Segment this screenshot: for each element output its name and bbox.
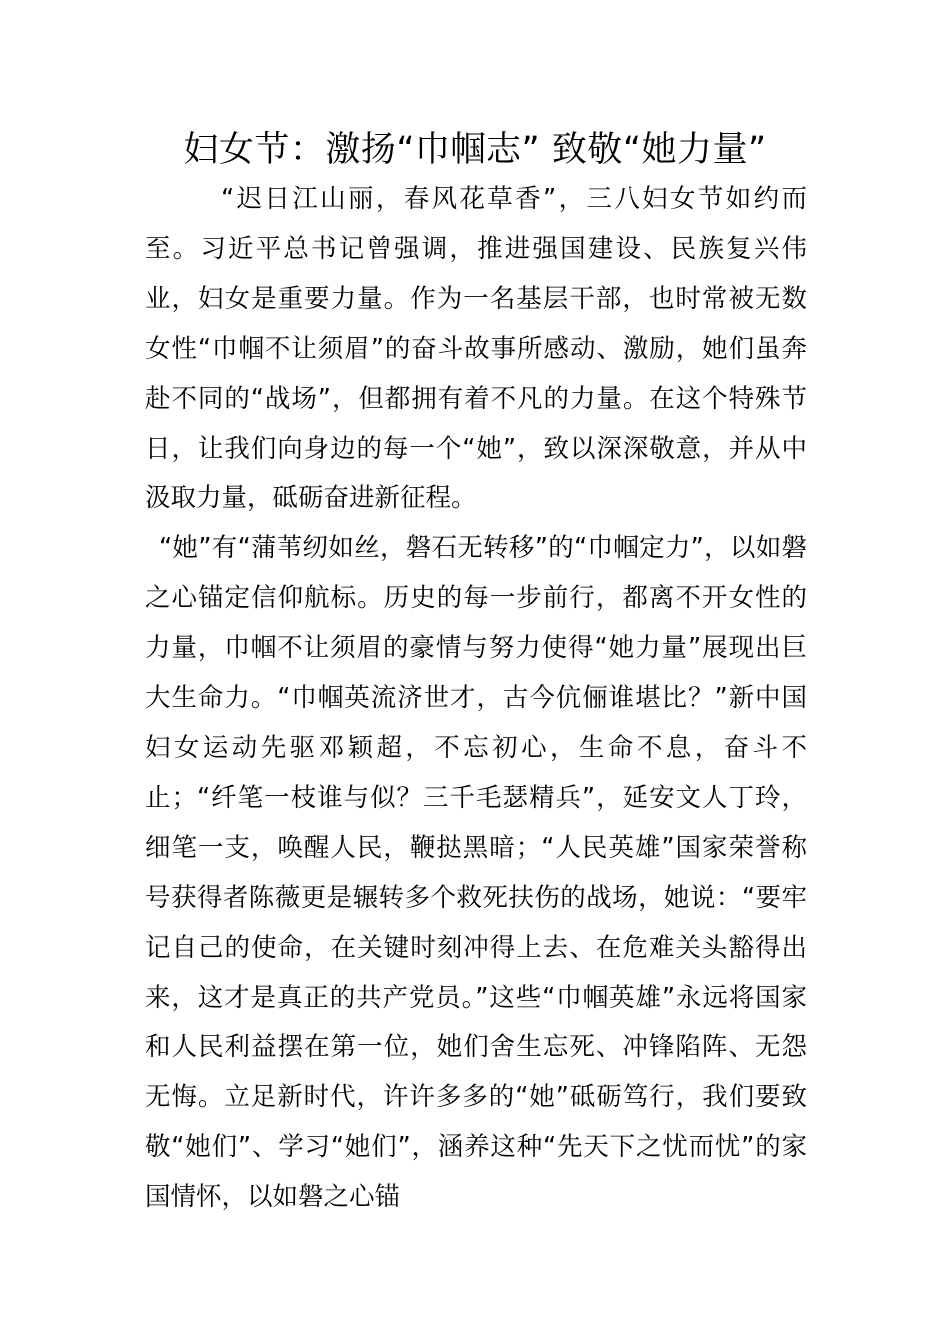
paragraph-2: “她”有“蒲苇纫如丝，磐石无转移”的“巾帼定力”，以如磐之心锚定信仰航标。历史的每一步前行，都离不开女性的力量，巾帼不让须眉的豪情与努力使得“她力量”展现出巨大生命力。“巾帼英流济世才，古今伉俪谁堪比？”新中国妇女运动先驱邓颖超，不忘初心，生命不息，奋斗不止；“纤笔一枝谁与似？三千毛瑟精兵”，延安文人丁玲，细笔一支，唤醒人民，鞭挞黑暗；“人民英雄”国家荣誉称号获得者陈薇更是辗转多个救死扶伤的战场，她说：“要牢记自己的使命，在关键时刻冲得上去、在危难关头豁得出来，这才是真正的共产党员。”这些“巾帼英雄”永远将国家和人民利益摆在第一位，她们舍生忘死、冲锋陷阵、无怨无悔。立足新时代，许许多多的“她”砥砺笃行，我们要致敬“她们”、学习“她们”，涵养这种“先天下之忧而忧”的家国情怀，以如磐之心锚: [145, 533, 807, 1213]
document-body: [145, 175, 807, 1223]
document-title: 妇女节：激扬“巾帼志” 致敬“她力量”: [183, 130, 767, 170]
paragraph-1: “迟日江山丽，春风花草香”，三八妇女节如约而至。习近平总书记曾强调，推进强国建设、民族复兴伟业，妇女是重要力量。作为一名基层干部，也时常被无数女性“巾帼不让须眉”的奋斗故事所感动、激励，她们虽奔赴不同的“战场”，但都拥有着不凡的力量。在这个特殊节日，让我们向身边的每一个“她”，致以深深敬意，并从中汲取力量，砥砺奋进新征程。: [145, 184, 807, 514]
